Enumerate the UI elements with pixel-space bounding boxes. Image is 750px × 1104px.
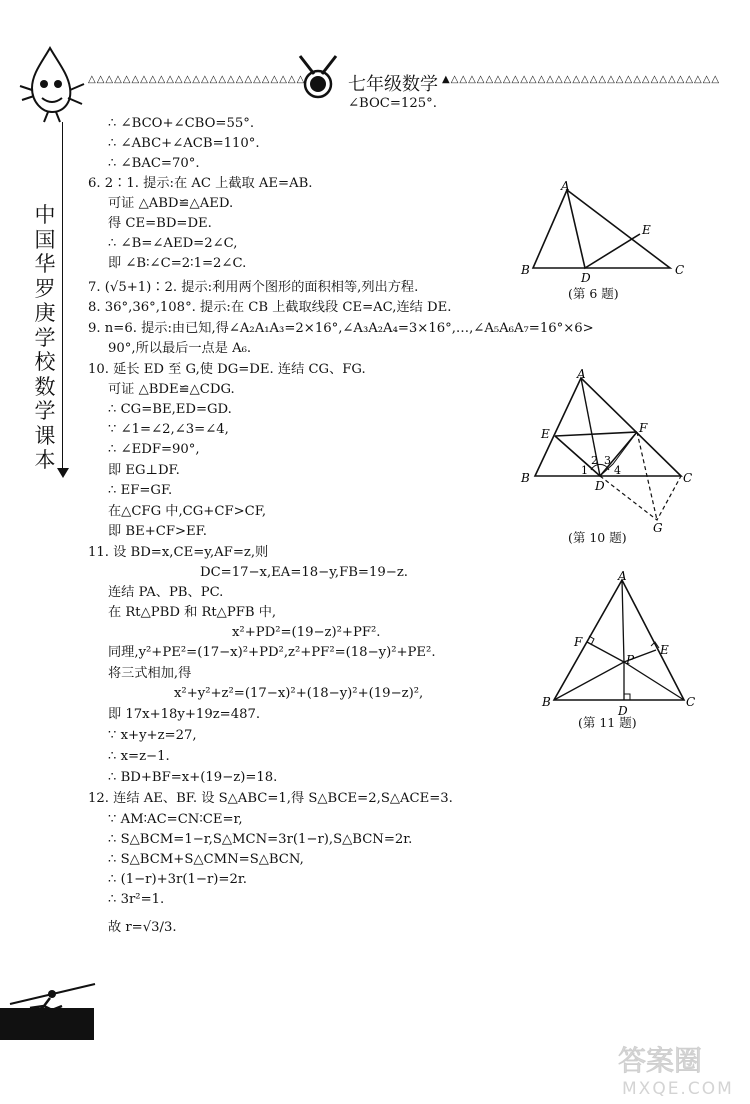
text-line: 8. 36°,36°,108°. 提示:在 CB 上截取线段 CE=AC,连结 DE. [88, 300, 452, 315]
text-line: ∴ BD+BF=x+(19−z)=18. [108, 770, 278, 785]
fig11-label-d: D [618, 704, 628, 718]
text-line: 同理,y²+PE²=(17−x)²+PD²,z²+PF²=(18−y)²+PE². [108, 645, 436, 660]
fig11-label-e: E [660, 643, 669, 657]
sidebar-title-char: 数 [34, 374, 56, 399]
text-line: ∵ ∠1=∠2,∠3=∠4, [108, 422, 229, 437]
text-line: ∴ S△BCM+S△CMN=S△BCN, [108, 852, 304, 867]
fig10-label-a: A [577, 367, 586, 381]
text-line: 可证 △ABD≌△AED. [108, 196, 234, 211]
header-title: 七年级数学 [348, 74, 438, 95]
fig10-label-d: D [595, 479, 605, 493]
text-line: 得 CE=BD=DE. [108, 216, 212, 231]
fig10-angle-4: 4 [614, 464, 621, 477]
header-triangle-row-right: ▲△△△△△△△△△△△△△△△△△△△△△△△△△△△△△△△ [442, 74, 721, 85]
sidebar-title-char: 学 [34, 399, 56, 423]
fig10-angle-3: 3 [604, 454, 611, 467]
text-line: ∵ x+y+z=27, [108, 728, 197, 743]
watermark-logo [612, 1040, 742, 1100]
text-line: ∴ ∠EDF=90°, [108, 442, 200, 457]
text-line: 90°,所以最后一点是 A₆. [108, 341, 252, 356]
watermark-top: 答案圈 [618, 1044, 703, 1077]
sidebar-title-char: 罗 [34, 276, 56, 301]
text-line: 7. (√5+1)∶2. 提示:利用两个图形的面积相等,列出方程. [88, 280, 419, 295]
text-line: 在△CFG 中,CG+CF>CF, [108, 504, 267, 519]
fig10-label-b: B [521, 471, 530, 485]
fig10-angle-1: 1 [581, 464, 588, 477]
header-triangle-row-left: △△△△△△△△△△△△△△△△△△△△△△△△△ [88, 74, 306, 85]
text-line: 在 Rt△PBD 和 Rt△PFB 中, [108, 605, 277, 620]
fig10-label-c: C [683, 471, 693, 485]
figure-10-caption: (第 10 题) [568, 530, 627, 545]
medal-emblem-icon [294, 52, 342, 100]
fig11-label-a: A [618, 569, 627, 583]
figure-10 [515, 368, 695, 533]
text-line: 即 ∠B∶∠C=2∶1=2∠C. [108, 256, 247, 271]
sidebar-rule [62, 122, 63, 474]
figure-6-caption: (第 6 题) [568, 286, 619, 301]
fig11-label-b: B [542, 695, 551, 709]
text-line: ∴ S△BCM=1−r,S△MCN=3r(1−r),S△BCN=2r. [108, 832, 413, 847]
figure-6 [515, 179, 695, 285]
sidebar-book-title [32, 203, 58, 473]
figure-11-caption: (第 11 题) [578, 715, 637, 730]
fig11-label-p: P [626, 653, 635, 667]
text-line: ∴ x=z−1. [108, 749, 170, 764]
text-line: 6. 2∶1. 提示:在 AC 上截取 AE=AB. [88, 176, 313, 191]
text-line: 9. n=6. 提示:由已知,得∠A₂A₁A₃=2×16°,∠A₃A₂A₄=3×16°,…,∠A₅A₆A₇=16°×6> [88, 321, 594, 336]
text-line: ∴ (1−r)+3r(1−r)=2r. [108, 872, 247, 887]
text-line: ∴ ∠B=∠AED=2∠C, [108, 236, 238, 251]
text-line: ∵ AM∶AC=CN∶CE=r, [108, 812, 243, 827]
text-line: x²+PD²=(19−z)²+PF². [232, 625, 381, 640]
sidebar-title-char: 课 [34, 423, 56, 448]
text-line: ∴ EF=GF. [108, 483, 173, 498]
text-line: 将三式相加,得 [108, 666, 192, 681]
text-line: ∴ ∠BAC=70°. [108, 156, 200, 171]
fig10-angle-2: 2 [591, 454, 598, 467]
text-line: 11. 设 BD=x,CE=y,AF=z,则 [88, 545, 269, 560]
fig10-label-g: G [653, 521, 663, 535]
text-line: ∴ 3r²=1. [108, 892, 165, 907]
fig6-label-c: C [675, 263, 685, 277]
text-line: 连结 PA、PB、PC. [108, 585, 224, 600]
fig11-label-f: F [574, 635, 583, 649]
sidebar-title-char: 校 [34, 350, 56, 374]
fig10-label-e: E [541, 427, 550, 441]
fig6-label-d: D [581, 271, 591, 285]
sidebar-arrow-icon [57, 468, 69, 478]
text-line: ∴ ∠BCO+∠CBO=55°. [108, 116, 255, 131]
fig6-label-b: B [521, 263, 530, 277]
fig10-label-f: F [639, 421, 648, 435]
text-line: 12. 连结 AE、BF. 设 S△ABC=1,得 S△BCE=2,S△ACE=3. [88, 791, 453, 806]
text-line: 即 BE+CF>EF. [108, 524, 207, 539]
text-line: ∠BOC=125°. [348, 96, 437, 111]
text-line: ∴ CG=BE,ED=GD. [108, 402, 232, 417]
text-line: DC=17−x,EA=18−y,FB=19−z. [200, 565, 408, 580]
text-line: 10. 延长 ED 至 G,使 DG=DE. 连结 CG、FG. [88, 362, 366, 377]
text-line: 即 17x+18y+19z=487. [108, 707, 261, 722]
text-line: ∴ ∠ABC+∠ACB=110°. [108, 136, 260, 151]
text-line: 故 r=√3/3. [108, 920, 177, 935]
sidebar-title-char: 华 [34, 252, 56, 276]
text-line: x²+y²+z²=(17−x)²+(18−y)²+(19−z)², [174, 686, 424, 701]
fig11-label-c: C [686, 695, 696, 709]
text-line: 可证 △BDE≌△CDG. [108, 382, 235, 397]
fig6-label-e: E [642, 223, 651, 237]
footer-black-block [0, 1008, 94, 1040]
sidebar-title-char: 中 [34, 203, 56, 227]
sidebar-title-char: 庚 [34, 301, 56, 325]
figure-11 [538, 569, 698, 718]
sidebar-title-char: 国 [34, 227, 56, 252]
fig6-label-a: A [561, 179, 570, 193]
text-line: 即 EG⊥DF. [108, 463, 180, 478]
watermark-bottom: MXQE.COM [622, 1079, 734, 1099]
sidebar-title-char: 学 [34, 325, 56, 350]
sidebar-title-char: 本 [34, 448, 56, 472]
